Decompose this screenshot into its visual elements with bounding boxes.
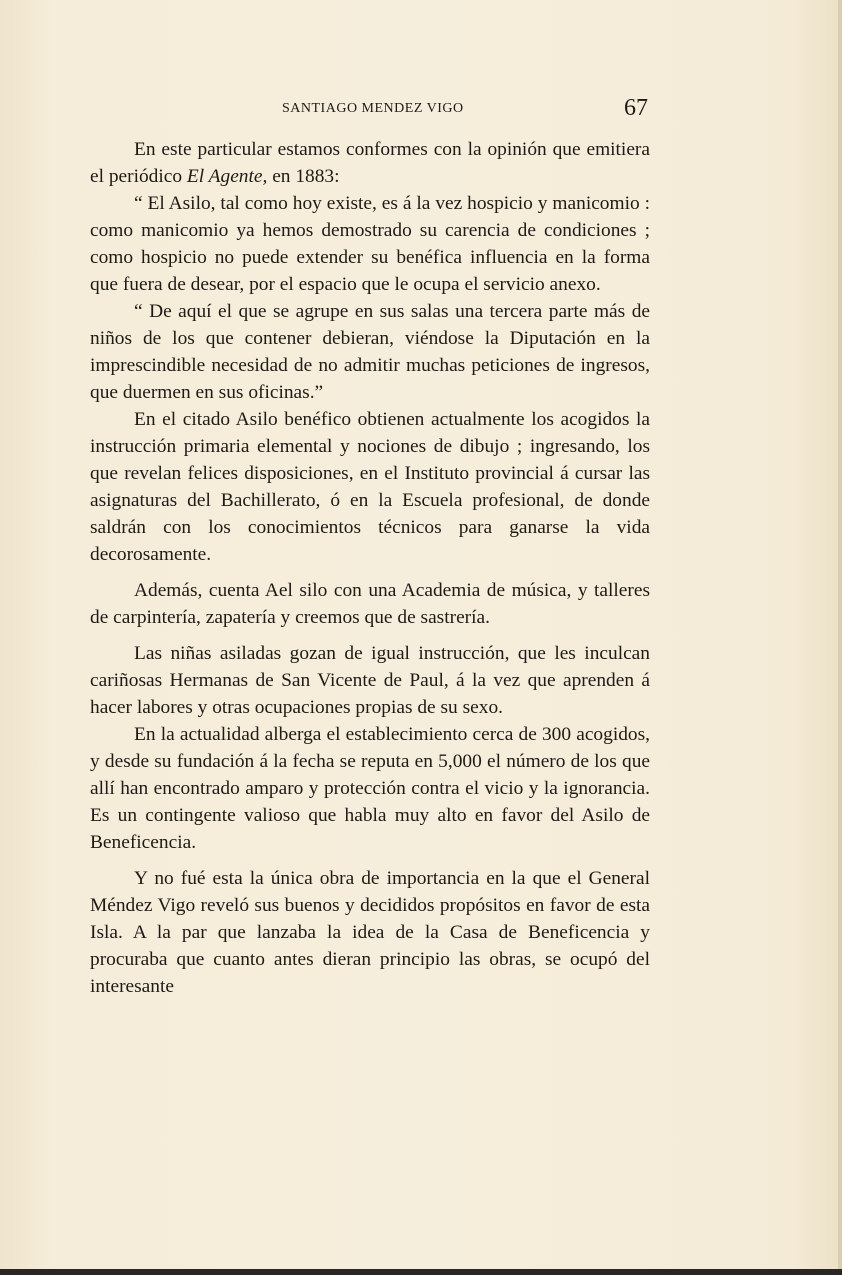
page-header xyxy=(90,95,650,125)
page-number: 67 xyxy=(624,95,648,121)
paragraph-1-text-b: en 1883: xyxy=(267,166,340,187)
paragraph-2: “ El Asilo, tal como hoy existe, es á la vez hospicio y manicomio : como manicomio ya hemos demostrado su carencia de condiciones ; como hospicio no puede extender su benéfica influencia en la forma que fuera de desear, por el espacio que le ocupa el servicio anexo. xyxy=(90,193,650,295)
body-text xyxy=(90,136,650,1000)
paragraph-5: Además, cuenta Ael silo con una Academia de música, y talleres de carpintería, zapatería y creemos que de sastrería. xyxy=(90,580,650,628)
paragraph-4: En el citado Asilo benéfico obtienen actualmente los acogidos la instrucción primaria elemental y nociones de dibujo ; ingresando, los que revelan felices disposiciones, en el Instituto provincial á cursar las asignaturas del Bachillerato, ó en la Escuela profesional, de donde saldrán con los conocimientos técnicos para ganarse la vida decorosamente. xyxy=(90,409,650,565)
paragraph-3: “ De aquí el que se agrupe en sus salas una tercera parte más de niños de los que contener debieran, viéndose la Diputación en la imprescindible necesidad de no admitir muchas peticiones de ingresos, que duermen en sus oficinas.” xyxy=(90,301,650,403)
paragraph-7: En la actualidad alberga el establecimiento cerca de 300 acogidos, y desde su fundación á la fecha se reputa en 5,000 el número de los que allí han encontrado amparo y protección contra el vicio y la ignorancia. Es un contingente valioso que habla muy alto en favor del Asilo de Beneficencia. xyxy=(90,724,650,853)
page-edge-bottom xyxy=(0,1269,842,1275)
running-head: SANTIAGO MENDEZ VIGO xyxy=(282,101,464,116)
newspaper-title: El Agente, xyxy=(186,166,268,187)
paragraph-6: Las niñas asiladas gozan de igual instrucción, que les inculcan cariñosas Hermanas de San Vicente de Paul, á la vez que aprenden á hacer labores y otras ocupaciones propias de su sexo. xyxy=(90,643,650,718)
paragraph-8: Y no fué esta la única obra de importancia en la que el General Méndez Vigo reveló sus buenos y decididos propósitos en favor de esta Isla. A la par que lanzaba la idea de la Casa de Beneficencia y procuraba que cuanto antes dieran principio las obras, se ocupó del interesante xyxy=(90,868,650,997)
paragraph-1-text-a: En este particular estamos conformes con la opinión que emitiera el periódico xyxy=(90,139,650,187)
paragraph-1 xyxy=(90,136,650,190)
page-edge-right xyxy=(838,0,842,1275)
